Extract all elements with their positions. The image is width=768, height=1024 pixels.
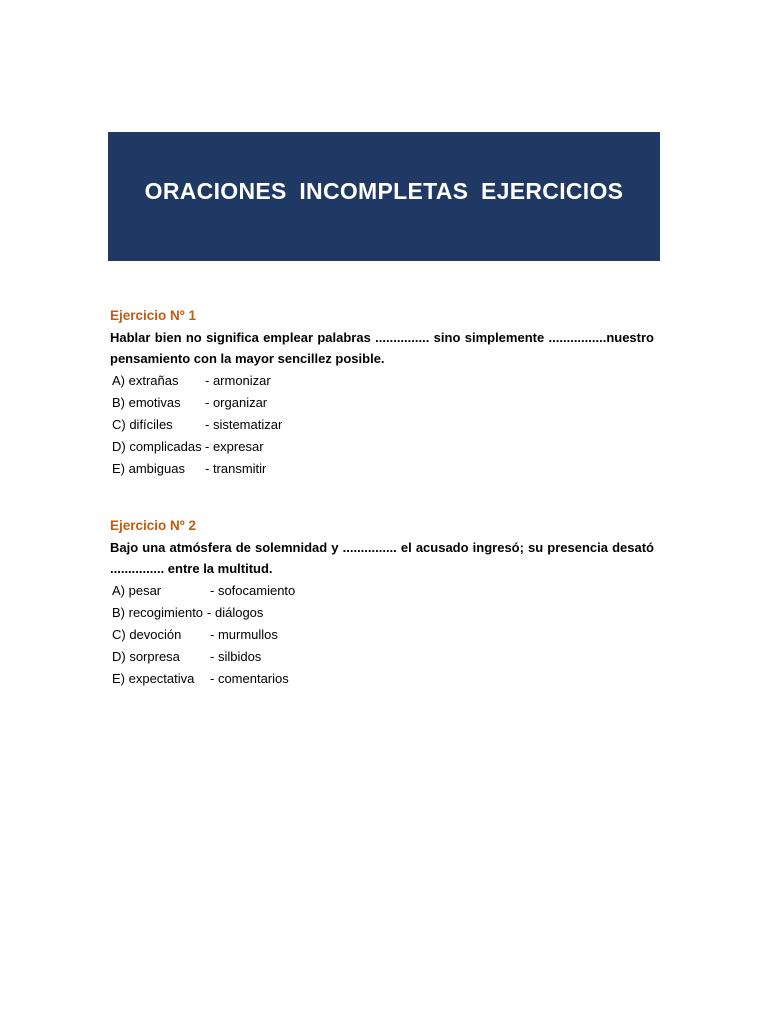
exercise-heading: Ejercicio Nº 2 — [110, 518, 196, 533]
exercise-1 — [110, 307, 654, 480]
option-c — [112, 414, 654, 436]
options-list — [112, 580, 654, 690]
option-a — [112, 370, 654, 392]
option-second-word: - diálogos — [207, 605, 264, 620]
page-title: ORACIONES INCOMPLETAS EJERCICIOS — [144, 178, 624, 204]
option-first-word: E) expectativa — [112, 671, 195, 686]
exercise-2 — [110, 517, 654, 690]
exercise-question: Bajo una atmósfera de solemnidad y ............... el acusado ingresó; su presencia desató ............... entre la multitud. — [110, 540, 654, 576]
option-first-word: C) devoción — [112, 627, 182, 642]
option-first-word: E) ambiguas — [112, 461, 185, 476]
option-c — [112, 624, 654, 646]
option-e — [112, 668, 654, 690]
option-d — [112, 646, 654, 668]
option-first-word: D) sorpresa — [112, 649, 180, 664]
option-second-word: - expresar — [205, 439, 264, 454]
option-b — [112, 392, 654, 414]
option-b — [112, 602, 654, 624]
option-second-word: - comentarios — [210, 671, 289, 686]
option-second-word: - sofocamiento — [210, 583, 296, 598]
option-first-word: B) emotivas — [112, 395, 181, 410]
title-banner — [108, 132, 660, 261]
option-d — [112, 436, 654, 458]
exercise-heading: Ejercicio Nº 1 — [110, 308, 196, 323]
option-e — [112, 458, 654, 480]
option-first-word: C) difíciles — [112, 417, 173, 432]
option-first-word: D) complicadas — [112, 439, 202, 454]
option-second-word: - sistematizar — [205, 417, 283, 432]
option-second-word: - transmitir — [205, 461, 267, 476]
option-second-word: - murmullos — [210, 627, 278, 642]
options-list — [112, 370, 654, 480]
option-a — [112, 580, 654, 602]
option-first-word: A) extrañas — [112, 373, 179, 388]
option-first-word: B) recogimiento — [112, 605, 204, 620]
option-second-word: - silbidos — [210, 649, 262, 664]
exercise-question: Hablar bien no significa emplear palabras ............... sino simplemente ................nuestro pensamiento con la mayor sencillez posible. — [110, 330, 654, 366]
option-first-word: A) pesar — [112, 583, 162, 598]
option-second-word: - armonizar — [205, 373, 271, 388]
option-second-word: - organizar — [205, 395, 268, 410]
